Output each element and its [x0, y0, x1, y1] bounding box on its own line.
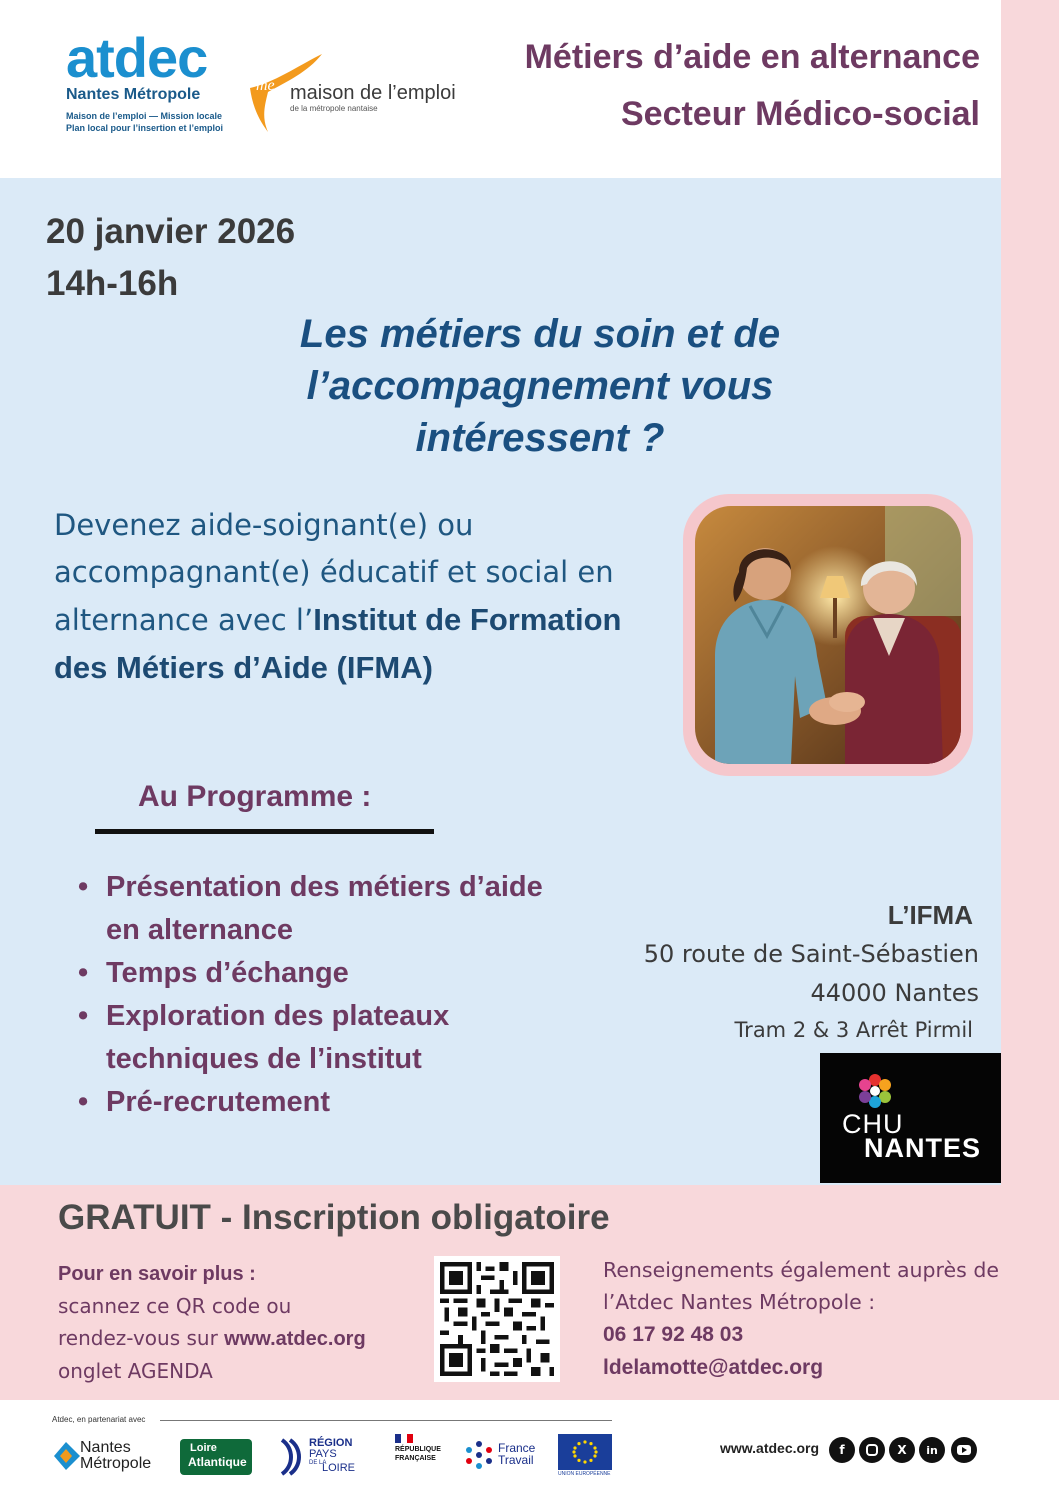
france-travail-line2: Travail: [498, 1453, 534, 1467]
bullet-icon: •: [78, 1086, 89, 1118]
caregiver-photo: [683, 494, 973, 776]
instagram-icon[interactable]: [859, 1437, 885, 1463]
france-travail-icon: [464, 1440, 494, 1470]
bullet-icon: •: [78, 1000, 89, 1032]
republique-line2: FRANÇAISE: [395, 1455, 436, 1462]
republique-line1: RÉPUBLIQUE: [395, 1446, 441, 1453]
facebook-icon[interactable]: f: [829, 1437, 855, 1463]
event-headline: [180, 308, 900, 464]
program-item: • Exploration des plateaux techniques de l’institut: [78, 995, 578, 1081]
header-title-line1: Métiers d’aide en alternance: [524, 38, 980, 76]
atdec-logo-subtitle: Nantes Métropole: [66, 86, 201, 103]
loire-atlantique-line2: Atlantique: [188, 1455, 247, 1469]
atdec-logo-line2: Plan local pour l’insertion et l’emploi: [66, 123, 224, 133]
partners-divider: [160, 1420, 612, 1421]
location-transport: Tram 2 & 3 Arrêt Pirmil: [734, 1018, 973, 1042]
french-flag-icon: [395, 1434, 413, 1443]
header-title-line2: Secteur Médico-social: [620, 95, 980, 133]
headline-line2: l’accompagnement vous: [306, 364, 774, 408]
region-line2: PAYS: [309, 1448, 337, 1460]
program-item: • Temps d’échange: [78, 952, 578, 995]
footer-headline: GRATUIT - Inscription obligatoire: [58, 1198, 610, 1237]
france-travail-line1: France: [498, 1441, 536, 1455]
loire-atlantique-line1: Loire: [190, 1442, 217, 1454]
maison-emploi-name: maison de l’emploi: [290, 82, 456, 104]
program-title-underline: [95, 829, 434, 834]
linkedin-icon[interactable]: in: [919, 1437, 945, 1463]
program-item: • Présentation des métiers d’aide en alternance: [78, 866, 578, 952]
intro-institute: Institut de Formation des Métiers d’Aide (IFMA): [54, 602, 622, 685]
event-time: 14h-16h: [46, 264, 179, 303]
contact-block: [603, 1254, 1023, 1384]
partners-label: Atdec, en partenariat avec: [52, 1415, 146, 1424]
headline-line3: intéressent ?: [415, 416, 665, 460]
nantes-metropole-icon: [52, 1440, 82, 1472]
chu-label: CHU: [842, 1109, 904, 1139]
region-line1: RÉGION: [309, 1437, 353, 1449]
qr-code[interactable]: [434, 1256, 560, 1382]
chu-flower-icon: [857, 1073, 893, 1109]
maison-emploi-subtitle: de la métropole nantaise: [290, 104, 378, 113]
x-icon[interactable]: X: [889, 1437, 915, 1463]
loire-atlantique-logo: [180, 1439, 252, 1475]
eu-flag-icon: [558, 1434, 612, 1470]
contact-line1: Renseignements également auprès de: [603, 1258, 999, 1282]
footer-website-link[interactable]: www.atdec.org: [720, 1440, 820, 1456]
event-date: 20 janvier 2026: [46, 212, 296, 251]
program-title: Au Programme :: [138, 780, 372, 813]
website-link[interactable]: www.atdec.org: [224, 1328, 366, 1350]
location-street: 50 route de Saint-Sébastien: [643, 940, 979, 968]
location-name: L’IFMA: [887, 900, 973, 930]
intro-text: Devenez aide-soignant(e) ou accompagnant(e) éducatif et social en alternance avec l’: [54, 508, 614, 637]
nantes-metropole-line1: Nantes: [80, 1439, 131, 1456]
youtube-icon[interactable]: [951, 1437, 977, 1463]
program-list: [78, 866, 578, 1124]
qr-code-icon: [440, 1262, 554, 1376]
caregiver-illustration: [695, 506, 961, 764]
program-item: • Pré-recrutement: [78, 1081, 578, 1124]
location-city: 44000 Nantes: [810, 979, 979, 1007]
chu-nantes-logo: [820, 1053, 1001, 1183]
nantes-metropole-line2: Métropole: [80, 1455, 152, 1472]
contact-email[interactable]: ldelamotte@atdec.org: [603, 1356, 824, 1379]
contact-line2: l’Atdec Nantes Métropole :: [603, 1290, 876, 1314]
more-info-line1: scannez ce QR code ou: [58, 1294, 292, 1318]
atdec-logo-line1: Maison de l’emploi — Mission locale: [66, 111, 223, 121]
eu-label: UNION EUROPÉENNE: [558, 1471, 611, 1477]
more-info-title: Pour en savoir plus :: [58, 1263, 256, 1285]
chu-city: NANTES: [864, 1133, 982, 1163]
headline-line1: Les métiers du soin et de: [299, 312, 781, 356]
atdec-logo-word: atdec: [66, 26, 208, 89]
event-intro: [54, 502, 664, 692]
bullet-icon: •: [78, 957, 89, 989]
more-info-block: [58, 1258, 418, 1387]
pink-side-strip: [1001, 0, 1059, 1185]
region-line4: LOIRE: [322, 1462, 356, 1474]
region-line3: DE LA: [309, 1460, 327, 1466]
more-info-line3: onglet AGENDA: [58, 1359, 213, 1383]
bullet-icon: •: [78, 871, 89, 903]
more-info-prefix: rendez-vous sur: [58, 1326, 225, 1350]
contact-phone[interactable]: 06 17 92 48 03: [603, 1323, 744, 1346]
region-icon: [280, 1438, 306, 1476]
maison-emploi-monogram: me: [256, 77, 275, 94]
